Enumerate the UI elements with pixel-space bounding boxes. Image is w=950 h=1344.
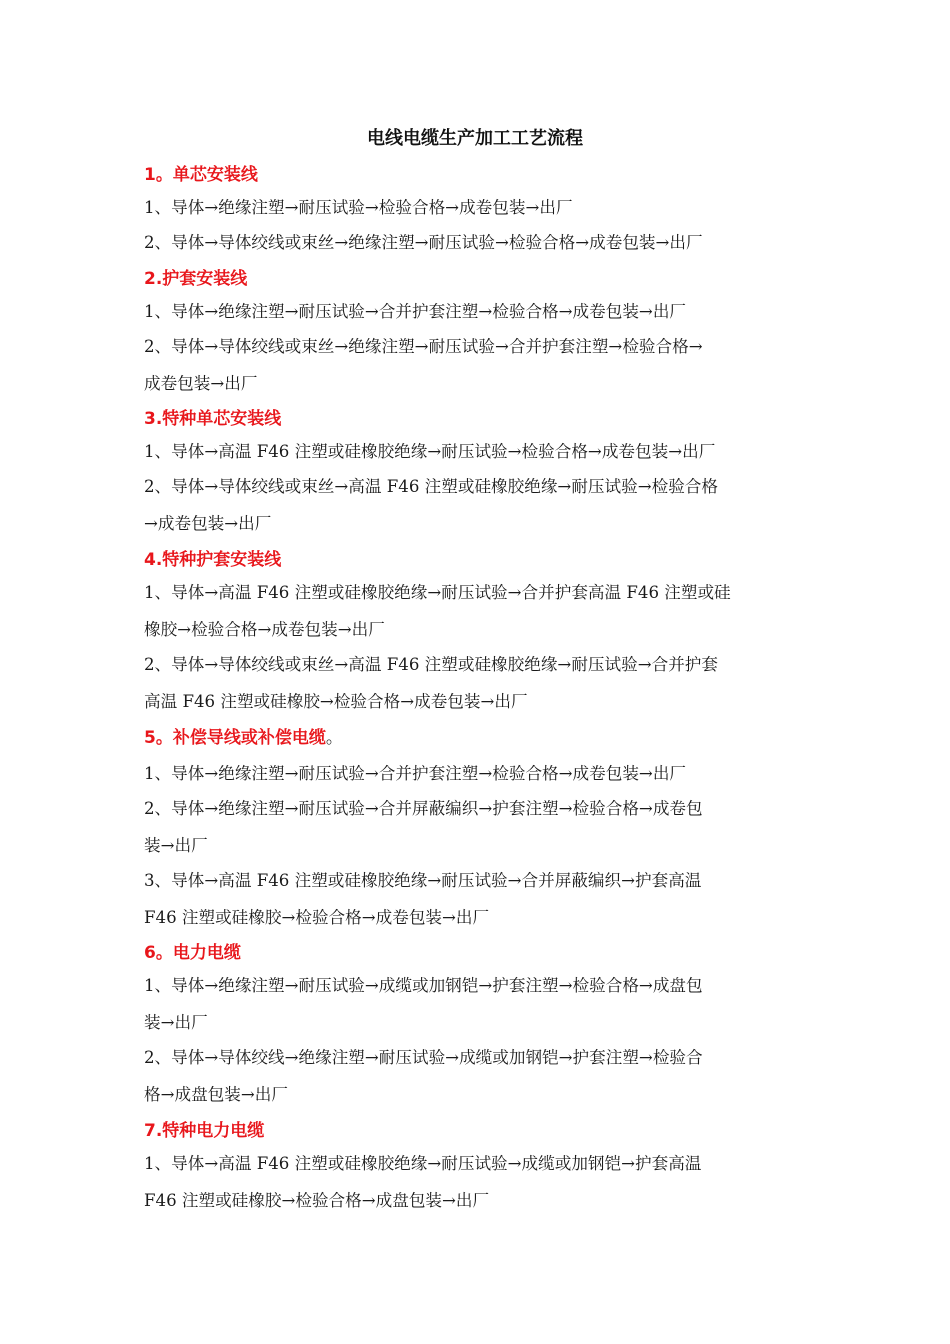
process-line: 橡胶→检验合格→成卷包装→出厂 (144, 620, 385, 639)
process-line: 装→出厂 (144, 1013, 208, 1032)
process-line: 2、导体→导体绞线或束丝→高温 F46 注塑或硅橡胶绝缘→耐压试验→合并护套 (144, 655, 718, 674)
process-line: 1、导体→绝缘注塑→耐压试验→检验合格→成卷包装→出厂 (144, 198, 573, 217)
section-heading-text: 4.特种护套安装线 (144, 550, 282, 570)
page-title: 电线电缆生产加工工艺流程 (367, 128, 583, 149)
process-line: 2、导体→导体绞线或束丝→绝缘注塑→耐压试验→检验合格→成卷包装→出厂 (144, 233, 703, 252)
section-heading (144, 160, 258, 185)
section-heading (144, 545, 281, 570)
process-line: 2、导体→导体绞线或束丝→高温 F46 注塑或硅橡胶绝缘→耐压试验→检验合格 (144, 477, 718, 496)
process-line: 1、导体→绝缘注塑→耐压试验→成缆或加钢铠→护套注塑→检验合格→成盘包 (144, 976, 703, 995)
process-line: 1、导体→绝缘注塑→耐压试验→合并护套注塑→检验合格→成卷包装→出厂 (144, 764, 687, 783)
section-heading-text: 5。补偿导线或补偿电缆 (144, 728, 326, 748)
process-line: 成卷包装→出厂 (144, 374, 258, 393)
section-heading-text: 3.特种单芯安装线 (144, 409, 282, 429)
section-heading-tail: 。 (325, 728, 343, 748)
process-line: 1、导体→高温 F46 注塑或硅橡胶绝缘→耐压试验→成缆或加钢铠→护套高温 (144, 1154, 702, 1173)
section-heading (144, 404, 281, 429)
process-line: 装→出厂 (144, 836, 208, 855)
section-heading-text: 7.特种电力电缆 (144, 1121, 265, 1141)
process-line: 1、导体→高温 F46 注塑或硅橡胶绝缘→耐压试验→检验合格→成卷包装→出厂 (144, 442, 716, 461)
section-heading-text: 1。单芯安装线 (144, 165, 258, 185)
process-line: 2、导体→导体绞线→绝缘注塑→耐压试验→成缆或加钢铠→护套注塑→检验合 (144, 1048, 703, 1067)
section-heading (144, 1116, 264, 1141)
process-line: 3、导体→高温 F46 注塑或硅橡胶绝缘→耐压试验→合并屏蔽编织→护套高温 (144, 871, 702, 890)
process-line: 1、导体→高温 F46 注塑或硅橡胶绝缘→耐压试验→合并护套高温 F46 注塑或硅 (144, 583, 731, 602)
process-line: 2、导体→导体绞线或束丝→绝缘注塑→耐压试验→合并护套注塑→检验合格→ (144, 337, 703, 356)
section-heading-text: 6。电力电缆 (144, 943, 241, 963)
process-line: 2、导体→绝缘注塑→耐压试验→合并屏蔽编织→护套注塑→检验合格→成卷包 (144, 799, 703, 818)
process-line: F46 注塑或硅橡胶→检验合格→成卷包装→出厂 (144, 908, 490, 927)
section-heading (144, 264, 247, 289)
process-line: →成卷包装→出厂 (144, 514, 272, 533)
process-line: 高温 F46 注塑或硅橡胶→检验合格→成卷包装→出厂 (144, 692, 528, 711)
process-line: 1、导体→绝缘注塑→耐压试验→合并护套注塑→检验合格→成卷包装→出厂 (144, 302, 687, 321)
section-heading (144, 938, 241, 963)
section-heading (144, 723, 343, 748)
process-line: F46 注塑或硅橡胶→检验合格→成盘包装→出厂 (144, 1191, 490, 1210)
process-line: 格→成盘包装→出厂 (144, 1085, 288, 1104)
section-heading-text: 2.护套安装线 (144, 269, 248, 289)
